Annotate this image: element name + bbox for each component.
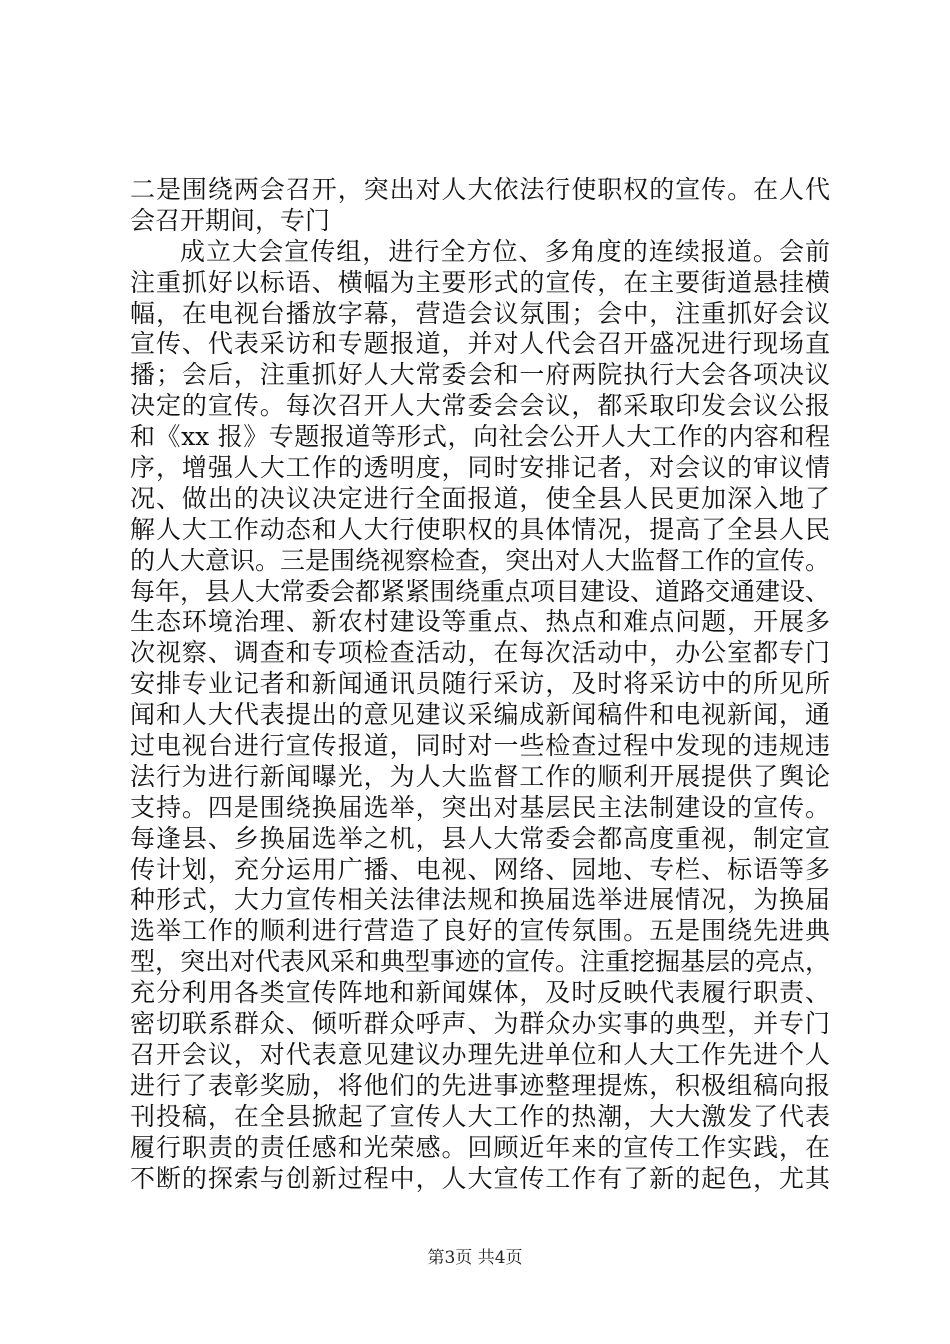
text-line: 法行为进行新闻曝光，为人大监督工作的顺利开展提供了舆论 [130,761,830,791]
text-line: 况、做出的决议决定进行全面报道，使全县人民更加深入地了 [130,483,830,513]
text-line: 序，增强人大工作的透明度，同时安排记者，对会议的审议情 [130,453,830,483]
text-line: 进行了表彰奖励，将他们的先进事迹整理提炼，积极组稿向报 [130,1070,830,1100]
text-line: 过电视台进行宣传报道，同时对一些检查过程中发现的违规违 [130,731,830,761]
text-line: 刊投稿，在全县掀起了宣传人大工作的热潮，大大激发了代表 [130,1101,830,1131]
text-line: 不断的探索与创新过程中，人大宣传工作有了新的起色，尤其 [130,1163,830,1193]
text-line: 每年，县人大常委会都紧紧围绕重点项目建设、道路交通建设、 [130,576,830,606]
text-line: 支持。四是围绕换届选举，突出对基层民主法制建设的宣传。 [130,792,830,822]
text-line: 每逢县、乡换届选举之机，县人大常委会都高度重视，制定宣 [130,823,830,853]
text-line: 和《xx 报》专题报道等形式，向社会公开人大工作的内容和程 [130,422,830,452]
text-line: 二是围绕两会召开，突出对人大依法行使职权的宣传。在人代 [130,175,830,204]
body-text [130,175,830,1194]
text-line: 选举工作的顺利进行营造了良好的宣传氛围。五是围绕先进典 [130,916,830,946]
text-line: 安排专业记者和新闻通讯员随行采访，及时将采访中的所见所 [130,669,830,699]
text-line: 履行职责的责任感和光荣感。回顾近年来的宣传工作实践，在 [130,1132,830,1162]
text-line: 生态环境治理、新农村建设等重点、热点和难点问题，开展多 [130,607,830,637]
text-line: 成立大会宣传组，进行全方位、多角度的连续报道。会前 [180,236,830,266]
page-number-footer: 第3页 共4页 [427,1248,523,1268]
text-line: 型，突出对代表风采和典型事迹的宣传。注重挖掘基层的亮点， [130,947,830,977]
text-line: 次视察、调查和专项检查活动，在每次活动中，办公室都专门 [130,638,830,668]
text-line: 召开会议，对代表意见建议办理先进单位和人大工作先进个人 [130,1039,830,1069]
text-line: 会召开期间，专门 [130,205,331,235]
text-line: 的人大意识。三是围绕视察检查，突出对人大监督工作的宣传。 [130,545,830,575]
text-line: 充分利用各类宣传阵地和新闻媒体，及时反映代表履行职责、 [130,978,830,1008]
text-line: 注重抓好以标语、横幅为主要形式的宣传，在主要街道悬挂横 [130,267,830,297]
text-line: 密切联系群众、倾听群众呼声、为群众办实事的典型，并专门 [130,1009,830,1039]
text-line: 传计划，充分运用广播、电视、网络、园地、专栏、标语等多 [130,854,830,884]
text-line: 闻和人大代表提出的意见建议采编成新闻稿件和电视新闻，通 [130,700,830,730]
text-line: 幅，在电视台播放字幕，营造会议氛围；会中，注重抓好会议 [130,298,830,328]
text-line: 播；会后，注重抓好人大常委会和一府两院执行大会各项决议 [130,360,830,390]
text-line: 决定的宣传。每次召开人大常委会会议，都采取印发会议公报 [130,391,830,421]
text-line: 种形式，大力宣传相关法律法规和换届选举进展情况，为换届 [130,885,830,915]
text-line: 解人大工作动态和人大行使职权的具体情况，提高了全县人民 [130,514,830,544]
text-line: 宣传、代表采访和专题报道，并对人代会召开盛况进行现场直 [130,329,830,359]
